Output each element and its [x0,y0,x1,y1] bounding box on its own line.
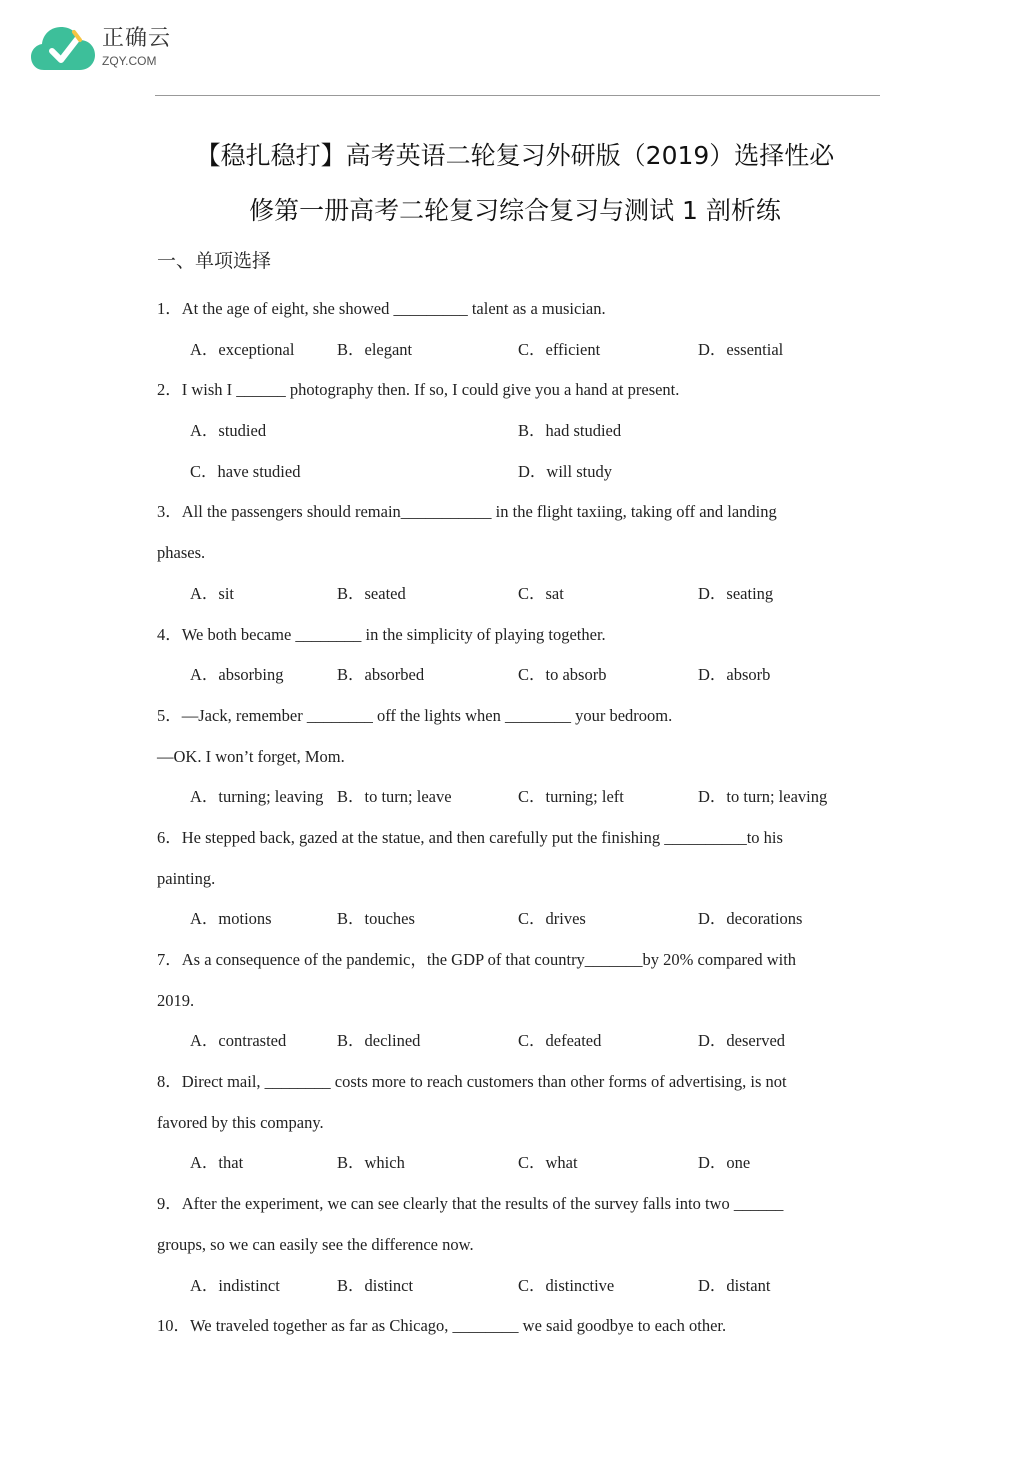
question-stem: 4．We both became ________ in the simplicity of playing together. [157,624,606,644]
option-c[interactable]: C．distinctive [518,1275,615,1295]
option-a[interactable]: A．exceptional [190,339,295,359]
options-row [157,777,877,818]
option-b[interactable]: B．declined [337,1031,421,1051]
title-line-1: 【稳扎稳打】高考英语二轮复习外研版（2019）选择性必 [195,141,835,170]
question-stem: 7．As a consequence of the pandemic，the GDP of that country_______by 20% compared with [157,950,797,969]
question-stem: 10．We traveled together as far as Chicago, ________ we said goodbye to each other. [157,1316,727,1336]
options-row [157,452,877,493]
option-d[interactable]: D．to turn; leaving [698,787,828,807]
options-row [157,411,877,452]
options-row [157,655,877,696]
option-c[interactable]: C．have studied [190,461,301,481]
logo-text: 正确云 [102,26,172,51]
option-b[interactable]: B．absorbed [337,665,425,685]
question-stem-continued: phases. [157,543,206,563]
option-d[interactable]: D．essential [698,339,784,359]
option-d[interactable]: D．one [698,1153,751,1173]
options-row [157,1143,877,1184]
options-row [157,1266,877,1307]
option-c[interactable]: C．to absorb [518,665,607,685]
cloud-check-icon [30,22,96,72]
option-b[interactable]: B．had studied [518,421,622,441]
option-b[interactable]: B．to turn; leave [337,787,452,807]
option-b[interactable]: B．distinct [337,1275,414,1295]
question-stem: 2．I wish I ______ photography then. If so, I could give you a hand at present. [157,380,680,400]
option-d[interactable]: D．decorations [698,909,803,929]
option-b[interactable]: B．which [337,1153,405,1173]
question-list [157,289,877,1347]
option-b[interactable]: B．touches [337,909,415,929]
question-stem: 3．All the passengers should remain___________ in the flight taxiing, taking off and landing [157,502,777,522]
option-a[interactable]: A．sit [190,583,235,603]
option-b[interactable]: B．elegant [337,339,413,359]
option-c[interactable]: C．efficient [518,339,601,359]
option-c[interactable]: C．turning; left [518,787,624,807]
option-a[interactable]: A．absorbing [190,665,284,685]
title-line-2: 修第一册高考二轮复习综合复习与测试 1 剖析练 [249,196,781,225]
option-b[interactable]: B．seated [337,583,406,603]
option-d[interactable]: D．distant [698,1275,771,1295]
option-a[interactable]: A．turning; leaving [190,787,324,807]
option-d[interactable]: D．absorb [698,665,771,685]
header-divider [155,95,880,96]
option-c[interactable]: C．sat [518,583,564,603]
question-stem: 5．—Jack, remember ________ off the lights when ________ your bedroom. [157,705,673,725]
question-stem: 8．Direct mail, ________ costs more to reach customers than other forms of advertising, is not [157,1072,787,1092]
option-a[interactable]: A．indistinct [190,1275,280,1295]
site-logo[interactable] [30,22,200,74]
logo-url: ZQY.COM [102,54,157,68]
option-a[interactable]: A．studied [190,421,267,441]
question-stem: 6．He stepped back, gazed at the statue, and then carefully put the finishing __________to his [157,827,783,847]
option-a[interactable]: A．that [190,1153,244,1173]
question-stem-continued: painting. [157,868,216,888]
document-title [130,128,900,238]
question-stem: 9．After the experiment, we can see clearly that the results of the survey falls into two ______ [157,1194,784,1214]
option-a[interactable]: A．motions [190,909,272,929]
option-a[interactable]: A．contrasted [190,1031,287,1051]
question-stem-continued: 2019. [157,990,195,1010]
options-row [157,899,877,940]
option-d[interactable]: D．deserved [698,1031,786,1051]
option-c[interactable]: C．defeated [518,1031,602,1051]
option-c[interactable]: C．what [518,1153,578,1173]
question-stem: 1．At the age of eight, she showed _________ talent as a musician. [157,299,606,318]
options-row [157,574,877,615]
question-stem-continued: favored by this company. [157,1112,324,1132]
section-heading: 一、单项选择 [157,250,272,272]
option-d[interactable]: D．seating [698,583,774,603]
question-stem-continued: —OK. I won’t forget, Mom. [157,746,345,766]
question-stem-continued: groups, so we can easily see the difference now. [157,1234,474,1254]
option-d[interactable]: D．will study [518,461,612,481]
option-c[interactable]: C．drives [518,909,586,929]
options-row [157,1021,877,1062]
options-row [157,330,877,371]
